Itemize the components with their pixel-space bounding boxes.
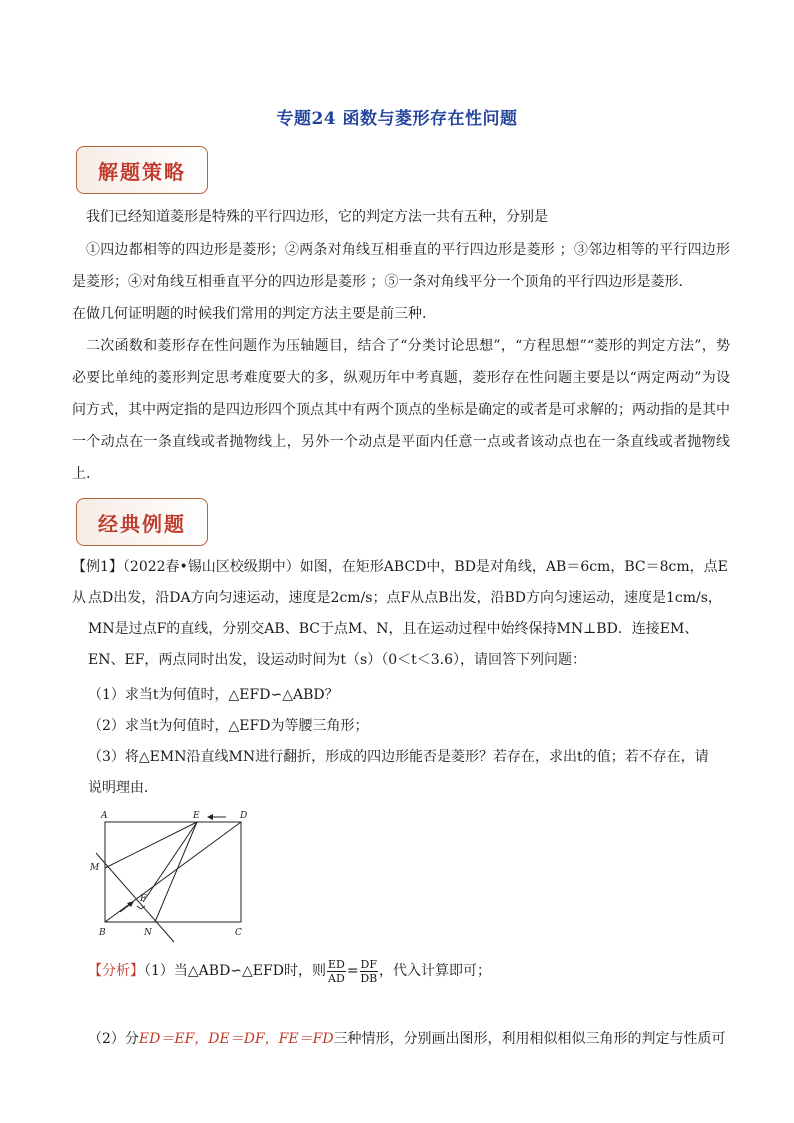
analysis-line-2	[88, 1023, 732, 1055]
section-heading-strategy: 解题策略	[76, 146, 208, 194]
arrow-head-e	[207, 814, 213, 820]
example1-label: 【例1】	[72, 559, 123, 575]
analysis-2-cases: ED＝EF，DE＝DF，FE＝FD	[138, 1031, 334, 1047]
label-e: E	[193, 811, 200, 821]
label-a: A	[101, 811, 108, 821]
strategy-paragraph-3: 在做几何证明题的时候我们常用的判定方法主要是前三种.	[72, 306, 427, 322]
strategy-paragraph-1: 我们已经知道菱形是特殊的平行四边形，它的判定方法一共有五种，分别是	[86, 209, 548, 225]
example1-head-text: （2022春•锡山区校级期中）如图，在矩形ABCD中，BD是对角线，AB＝6cm，BC＝8cm，点E从	[72, 559, 728, 606]
analysis-2-post: 三种情形，分别画出图形，利用相似相似三角形的判定与性质可	[333, 1031, 726, 1047]
example1-body: 点D出发，沿DA方向匀速运动，速度是2cm/s；点F从点B出发，沿BD方向匀速运动，速度是1cm/s，MN是过点F的直线，分别交AB、BC于点M、N，且在运动过程中始终保持MN⊥BD．连接EM、EN、EF，两点同时出发，设运动时间为t（s）（0＜t＜3.6），请回答下列问题：	[88, 590, 722, 668]
analysis-line-1	[88, 955, 732, 987]
page-title: 专题24 函数与菱形存在性问题	[276, 109, 518, 129]
example1-question-2: （2）求当t为何值时，△EFD为等腰三角形；	[88, 718, 369, 734]
segment-ef	[143, 822, 197, 902]
fraction-ed-ad: $\frac{ED}{AD}$	[327, 957, 345, 985]
analysis-1-pre: （1）当△ABD∽△EFD时，则	[144, 963, 326, 979]
analysis-2-pre: （2）分	[88, 1031, 139, 1047]
label-c: C	[235, 928, 242, 938]
strategy-paragraph-4: 二次函数和菱形存在性问题作为压轴题目，结合了“分类讨论思想”，“方程思想”“菱形的判定方法”，势必要比单纯的菱形判定思考难度要大的多，纵观历年中考真题，菱形存在性问题主要是以“两定两动”为设问方式，其中两定指的是四边形四个顶点其中有两个顶点的坐标是确定的或者是可求解的；两动指的是其中一个动点在一条直线或者抛物线上，另外一个动点是平面内任意一点或者该动点也在一条直线或者抛物线上.	[72, 338, 730, 482]
section-heading-examples: 经典例题	[76, 498, 208, 546]
example1-question-3-cont: 说明理由．	[88, 780, 158, 796]
equals-sign: =	[346, 963, 359, 979]
strategy-paragraph-2: ①四边都相等的四边形是菱形；②两条对角线互相垂直的平行四边形是菱形 ；③邻边相等的平行四边形是菱形；④对角线互相垂直平分的四边形是菱形 ；⑤一条对角线平分一个顶角的平行四边形是菱形.	[72, 242, 730, 290]
diagonal-bd	[105, 822, 241, 922]
segment-en	[155, 822, 197, 922]
segment-em	[105, 822, 197, 868]
fraction-df-db: $\frac{DF}{DB}$	[360, 957, 378, 985]
label-n: N	[144, 928, 152, 938]
label-b: B	[99, 928, 106, 938]
label-f: F	[140, 894, 147, 904]
geometry-figure	[86, 808, 266, 948]
example1-question-3: （3）将△EMN沿直线MN进行翻折，形成的四边形能否是菱形？若存在，求出t的值；若不存在，请	[88, 749, 709, 765]
analysis-1-post: ，代入计算即可；	[379, 963, 491, 979]
label-d: D	[240, 811, 248, 821]
analysis-label: 【分析】	[88, 963, 144, 979]
example1-question-1: （1）求当t为何值时，△EFD∽△ABD？	[88, 687, 339, 703]
label-m: M	[90, 863, 100, 873]
